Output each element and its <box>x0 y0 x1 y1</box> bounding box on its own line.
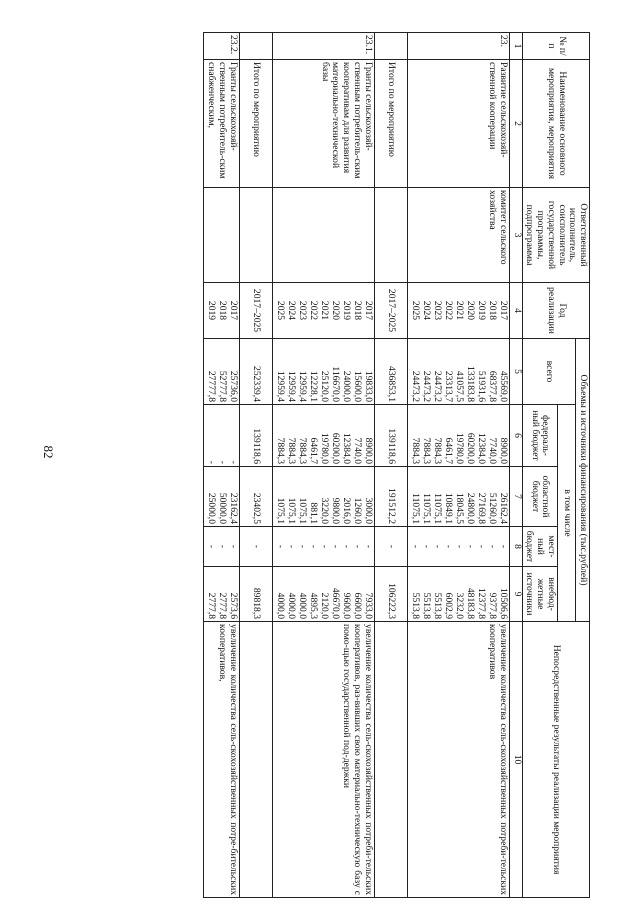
row-responsible: комитет сельского хозяйства <box>407 188 509 283</box>
row-number: 23.1. <box>272 33 374 60</box>
total-value: 41057,5 <box>453 370 465 402</box>
extra <box>407 567 509 622</box>
row-result: увеличение количества сель-скохозяйственных потре-бительских кооперативов, <box>203 622 239 898</box>
total-value: 12959,4 <box>285 370 297 402</box>
year-value: 2021 <box>453 300 465 321</box>
extra-value: 10506,6 <box>497 587 509 620</box>
regional-value: 191512,2 <box>386 488 398 524</box>
index-cell: 1 <box>509 33 522 60</box>
federal-value: 19780,0 <box>453 432 465 464</box>
year-value: 2018 <box>216 300 228 321</box>
row-name: Итого по мероприятию <box>374 60 407 188</box>
extra-value: 4000,0 <box>296 592 308 620</box>
local-value: - <box>475 544 487 549</box>
federal <box>239 405 272 467</box>
total-value: 23313,7 <box>442 370 454 402</box>
regional-value: 11075,1 <box>420 493 432 524</box>
regional-value: 27169,8 <box>475 492 487 524</box>
extra-value: 6002,9 <box>442 592 454 620</box>
total-value: 24473,2 <box>420 370 432 402</box>
row-responsible <box>374 188 407 283</box>
year-value: 2017 <box>227 300 239 321</box>
federal-value: 60200,0 <box>464 432 476 464</box>
regional <box>239 467 272 527</box>
extra-value: 12377,8 <box>475 587 487 620</box>
local <box>239 527 272 567</box>
regional-value: 25000,0 <box>205 492 217 524</box>
federal-value: 19780,0 <box>318 432 330 464</box>
row-name: Гранты сельскохозяй-ственным потребитель-ским снабженческим, <box>203 60 239 188</box>
row-name: Развитие сельскохозяй-ственной кооперации <box>407 60 509 188</box>
total-value: 25120,0 <box>318 370 330 402</box>
extra-value: 2777,8 <box>216 592 228 620</box>
local-value: - <box>329 544 341 549</box>
extra <box>374 567 407 622</box>
extra-value: 3232,0 <box>453 592 465 620</box>
row-number <box>374 33 407 60</box>
year-value: 2024 <box>285 300 297 321</box>
federal-value: 139118,6 <box>251 428 263 464</box>
local-value: - <box>340 544 352 549</box>
total-value: 116670,0 <box>329 366 341 402</box>
federal-value: - <box>227 460 239 464</box>
header-total: всего <box>522 339 576 405</box>
local-value: - <box>442 544 454 549</box>
header-results: Непосредственные результаты реализации мероприятия <box>522 622 589 898</box>
year-value: 2017 <box>497 300 509 321</box>
total-value: 25736,0 <box>227 370 239 402</box>
extra-value: 5513,8 <box>409 592 421 620</box>
regional-value: 11075,1 <box>409 493 421 524</box>
regional <box>272 467 374 527</box>
federal-value: 8900,0 <box>362 437 374 464</box>
local-value: - <box>274 544 286 549</box>
year-value: 2023 <box>431 300 443 321</box>
extra-value: 4000,0 <box>274 592 286 620</box>
regional-value: 2016,0 <box>340 497 352 524</box>
local-value: - <box>453 544 465 549</box>
local <box>407 527 509 567</box>
header-extra: внебюд-жетные источники <box>522 567 557 622</box>
regional-value: 9800,0 <box>329 497 341 524</box>
year-value: 2017 <box>362 300 374 321</box>
extra <box>203 567 239 622</box>
index-cell: 5 <box>509 339 522 405</box>
federal-value: 7884,3 <box>409 437 421 464</box>
local-value: - <box>431 544 443 549</box>
federal-value: 7884,3 <box>285 437 297 464</box>
header-local: мест-ный бюджет <box>522 527 557 567</box>
federal <box>407 405 509 467</box>
federal-value: 139118,6 <box>386 428 398 464</box>
extra-value: 46670,0 <box>329 587 341 620</box>
local-value: - <box>486 544 498 549</box>
year-value: 2024 <box>420 300 432 321</box>
local-value: - <box>464 544 476 549</box>
header-year: Год реализации <box>522 283 589 339</box>
table-row <box>272 33 374 898</box>
total-value: 252339,4 <box>251 366 263 402</box>
extra-value: 9377,8 <box>486 592 498 620</box>
regional <box>407 467 509 527</box>
year <box>407 283 509 339</box>
year-value: 2025 <box>274 300 286 321</box>
regional-value: 24800,0 <box>464 492 476 524</box>
total-value: 24473,2 <box>409 370 421 402</box>
row-number: 23. <box>407 33 509 60</box>
extra-value: 2120,0 <box>318 592 330 620</box>
total-value: 12228,1 <box>307 370 319 402</box>
year-value: 2020 <box>464 300 476 321</box>
total-value: 19833,0 <box>362 370 374 402</box>
total-value: 68377,8 <box>486 370 498 402</box>
year <box>239 283 272 339</box>
table-sheet <box>72 32 590 897</box>
header-responsible: Ответственный исполнитель, соисполнитель государственной программы, подпрограммы <box>522 188 589 283</box>
year-value: 2020 <box>329 300 341 321</box>
extra-value: 2573,6 <box>227 592 239 620</box>
federal-value: 6461,7 <box>442 437 454 464</box>
extra-value: 9600,0 <box>340 592 352 620</box>
federal-value: - <box>205 460 217 464</box>
extra-value: 5513,8 <box>431 592 443 620</box>
local-value: - <box>216 544 228 549</box>
index-cell: 8 <box>509 527 522 567</box>
federal-value: 7884,3 <box>431 437 443 464</box>
total-row <box>374 33 407 898</box>
local-value: - <box>362 544 374 549</box>
header-federal: федераль-ный бюджет <box>522 405 557 467</box>
total-value: 12959,4 <box>274 370 286 402</box>
row-responsible <box>239 188 272 283</box>
extra-value: 5513,8 <box>420 592 432 620</box>
total-value: 51931,6 <box>475 370 487 402</box>
table-row <box>407 33 509 898</box>
federal-value: 12384,0 <box>340 432 352 464</box>
regional-value: 50000,0 <box>216 492 228 524</box>
total-value: 436853,1 <box>386 366 398 402</box>
regional-value: 23162,4 <box>227 492 239 524</box>
year <box>272 283 374 339</box>
federal-value: 60200,0 <box>329 432 341 464</box>
regional-value: 1260,0 <box>351 497 363 524</box>
federal-value: 6461,7 <box>307 437 319 464</box>
index-cell: 4 <box>509 283 522 339</box>
local-value: - <box>386 544 398 549</box>
row-responsible <box>203 188 239 283</box>
extra-value: 7933,0 <box>362 592 374 620</box>
total-value: 52777,8 <box>216 370 228 402</box>
extra-value: 106222,3 <box>386 583 398 620</box>
regional <box>374 467 407 527</box>
row-result: увеличение количества сель-скохозяйственных потреби-тельских кооперативов, раз-вивших свою материально-техническую базу с помо-щью государственной под-держки <box>272 622 374 898</box>
year-value: 2019 <box>475 300 487 321</box>
row-responsible <box>272 188 374 283</box>
row-result <box>374 622 407 898</box>
local <box>374 527 407 567</box>
column-index-row <box>509 33 522 898</box>
federal-value: 7740,0 <box>351 437 363 464</box>
regional <box>203 467 239 527</box>
local-value: - <box>285 544 297 549</box>
header-regional: областной бюджет <box>522 467 557 527</box>
year-value: 2023 <box>296 300 308 321</box>
local-value: - <box>296 544 308 549</box>
total-value: 27777,8 <box>205 370 217 402</box>
regional-value: 10849,1 <box>442 492 454 524</box>
total-row <box>239 33 272 898</box>
total-value: 12959,4 <box>296 370 308 402</box>
federal <box>203 405 239 467</box>
extra-value: 4895,3 <box>307 592 319 620</box>
federal-value: 8900,0 <box>497 437 509 464</box>
total-value: 45569,0 <box>497 370 509 402</box>
local <box>203 527 239 567</box>
row-result: увеличение количества сель-скохозяйственных потреби-тельских кооперативов <box>407 622 509 898</box>
year-value: 2021 <box>318 300 330 321</box>
total <box>374 339 407 405</box>
total <box>239 339 272 405</box>
row-result <box>239 622 272 898</box>
index-cell: 9 <box>509 567 522 622</box>
local-value: - <box>318 544 330 549</box>
page-number: 82 <box>41 445 56 459</box>
row-number <box>239 33 272 60</box>
regional-value: 11075,1 <box>431 493 443 524</box>
regional-value: 1075,1 <box>285 497 297 524</box>
regional-value: 23402,5 <box>251 492 263 524</box>
regional-value: 51260,0 <box>486 492 498 524</box>
financing-table <box>203 32 590 898</box>
header-volumes: Объемы и источники финансирования (тыс.рублей) <box>576 339 590 622</box>
federal <box>272 405 374 467</box>
extra-value: 48183,8 <box>464 587 476 620</box>
year-value: 2022 <box>442 300 454 321</box>
extra-value: 2777,8 <box>205 592 217 620</box>
regional-value: 3000,0 <box>362 497 374 524</box>
index-cell: 6 <box>509 405 522 467</box>
regional-value: 18045,5 <box>453 492 465 524</box>
year-value: 2022 <box>307 300 319 321</box>
header-incl: в том числе <box>557 405 575 622</box>
extra-value: 89818,3 <box>251 587 263 620</box>
total-value: 133183,8 <box>464 366 476 402</box>
federal-value: 7884,3 <box>274 437 286 464</box>
total <box>407 339 509 405</box>
year-value: 2019 <box>205 300 217 321</box>
local <box>272 527 374 567</box>
header-name: Наименование основного мероприятия, мероприятия <box>522 60 589 188</box>
total-value: 24000,0 <box>340 370 352 402</box>
index-cell: 10 <box>509 622 522 898</box>
local-value: - <box>351 544 363 549</box>
row-name: Итого по мероприятию <box>239 60 272 188</box>
total-value: 15600,0 <box>351 370 363 402</box>
federal-value: 7884,3 <box>296 437 308 464</box>
extra <box>239 567 272 622</box>
regional-value: 3220,0 <box>318 497 330 524</box>
local-value: - <box>409 544 421 549</box>
year-value: 2018 <box>351 300 363 321</box>
extra <box>272 567 374 622</box>
row-number: 23.2. <box>203 33 239 60</box>
regional-value: 881,1 <box>307 502 319 524</box>
local-value: - <box>497 544 509 549</box>
federal <box>374 405 407 467</box>
local-value: - <box>307 544 319 549</box>
table-row <box>203 33 239 898</box>
federal-value: 7884,3 <box>420 437 432 464</box>
local-value: - <box>251 544 263 549</box>
regional-value: 1075,1 <box>274 497 286 524</box>
total <box>203 339 239 405</box>
local-value: - <box>205 544 217 549</box>
extra-value: 4000,0 <box>285 592 297 620</box>
local-value: - <box>227 544 239 549</box>
year-value: 2019 <box>340 300 352 321</box>
local-value: - <box>420 544 432 549</box>
regional-value: 1075,1 <box>296 497 308 524</box>
federal-value: 12384,0 <box>475 432 487 464</box>
total-value: 24473,2 <box>431 370 443 402</box>
index-cell: 2 <box>509 60 522 188</box>
year-value: 2018 <box>486 300 498 321</box>
year-value: 2017–2025 <box>386 288 398 333</box>
year <box>374 283 407 339</box>
header-no: № п/п <box>522 33 589 60</box>
index-cell: 3 <box>509 188 522 283</box>
index-cell: 7 <box>509 467 522 527</box>
year <box>203 283 239 339</box>
regional-value: 26162,4 <box>497 492 509 524</box>
year-value: 2017–2025 <box>251 288 263 333</box>
extra-value: 6600,0 <box>351 592 363 620</box>
federal-value: 7740,0 <box>486 437 498 464</box>
year-value: 2025 <box>409 300 421 321</box>
federal-value: - <box>216 460 228 464</box>
row-name: Гранты сельскохозяй-ственным потребитель-ским кооперативам для развития материально-технической базы <box>272 60 374 188</box>
total <box>272 339 374 405</box>
